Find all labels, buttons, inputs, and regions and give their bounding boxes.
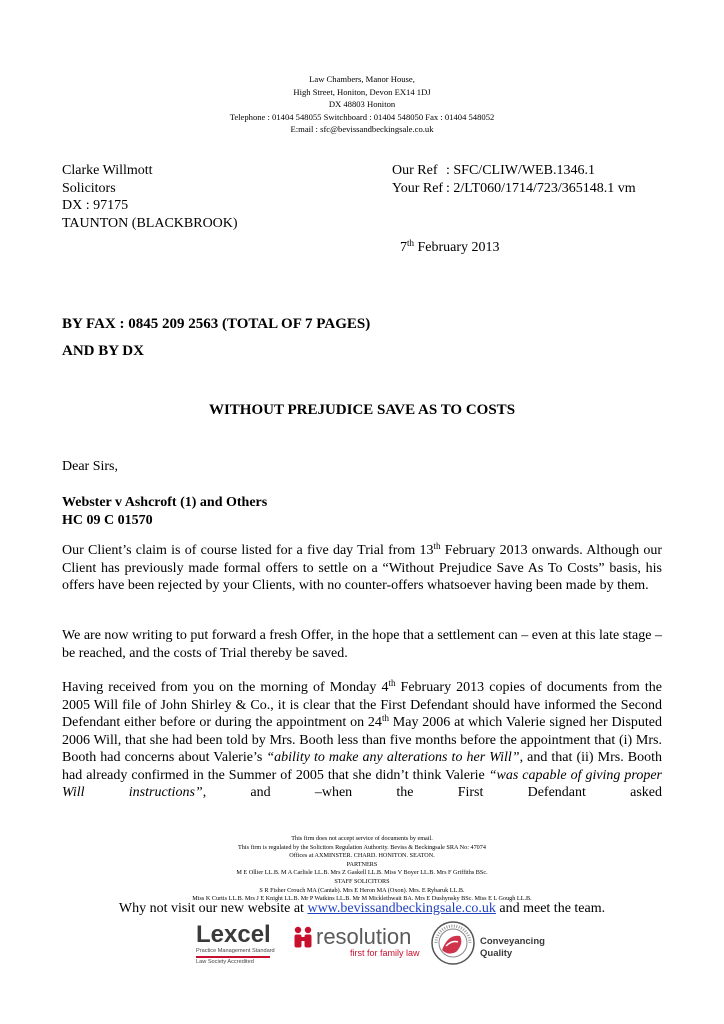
letterhead-line: DX 48803 Honiton [328, 99, 396, 110]
footer-line: Offices at AXMINSTER. CHARD. HONITON. SEATON. [289, 852, 435, 860]
recipient-line: Clarke Willmott [62, 163, 153, 178]
footer-line: M E Ollier LL.B. M A Carlisle LL.B. Mrs Z Gaskell LL.B. Miss V Boyer LL.B. Mrs F Griffiths BSc. [236, 869, 488, 877]
footer-line: PARTNERS [346, 860, 378, 868]
law-society-seal-icon [430, 920, 476, 966]
letterhead-line: High Street, Honiton, Devon EX14 1DJ [293, 86, 431, 97]
letterhead-address [0, 73, 724, 136]
footer-line: S R Fisher Crouch MA (Cantab). Mrs E Heron MA (Oxon). Mrs. E Rybaruk LL.B. [259, 886, 465, 894]
paragraph-1: Our Client’s claim is of course listed for a five day Trial from 13th February 2013 onwards. Although our Client has previously made formal offers to settle on a “Without Prejudice Save As To Costs” basis, his offers have been rejected by your Clients, with no counter-offers whatsoever having been made by them. [62, 541, 662, 593]
your-ref [392, 180, 636, 198]
without-prejudice-heading: WITHOUT PREJUDICE SAVE AS TO COSTS [208, 402, 516, 418]
recipient-line: Solicitors [62, 180, 116, 196]
footer-line: This firm is regulated by the Solicitors Regulation Authority. Beviss & Beckingsale SRA No: 47074 [238, 843, 486, 851]
our-ref-label: Our Ref [392, 163, 438, 178]
letterhead-line: Telephone : 01404 548055 Switchboard : 01404 548050 Fax : 01404 548052 [229, 111, 495, 122]
your-ref-value: : 2/LT060/1714/723/365148.1 vm [446, 180, 636, 196]
letter-date: 7th February 2013 [400, 238, 500, 255]
accreditation-logos: Lexcel Practice Management Standard Law Society Accredited resolution first for family law Conveyancing Quality [0, 920, 724, 970]
letterhead-line: Law Chambers, Manor House, [309, 74, 415, 84]
salutation: Dear Sirs, [62, 459, 118, 474]
recipient-line: TAUNTON (BLACKBROOK) [62, 215, 238, 231]
recipient-address [62, 162, 238, 232]
recipient-line: DX : 97175 [62, 198, 129, 213]
paragraph-3: Having received from you on the morning of Monday 4th February 2013 copies of documents from the 2005 Will file of John Shirley & Co., it is clear that the First Defendant should have informed the Second Defendant either before or during the appointment on 24th May 2006 at which Valerie signed her Disputed 2006 Will, that she had been told by Mrs. Booth less than five months before the appointment that (i) Mrs. Booth had concerns about Valerie’s “ability to make any alterations to her Will”, and that (ii) Mrs. Booth had already confirmed in the Summer of 2005 that she didn’t think Valerie “was capable of giving proper Will instructions”, and –when the First Defendant asked [62, 678, 662, 800]
case-reference [62, 494, 267, 529]
our-ref [392, 162, 636, 180]
lexcel-logo: Lexcel Practice Management Standard Law Society Accredited [196, 921, 275, 965]
website-link[interactable]: www.bevissandbeckingsale.co.uk [307, 901, 496, 916]
your-ref-label: Your Ref [392, 180, 444, 196]
dx-line: AND BY DX [62, 343, 144, 359]
our-ref-value: : SFC/CLIW/WEB.1346.1 [446, 163, 595, 178]
website-promo: Why not visit our new website at www.bevissandbeckingsale.co.uk and meet the team. [118, 901, 606, 916]
paragraph-2: We are now writing to put forward a fresh Offer, in the hope that a settlement can – even at this late stage – be reached, and the costs of Trial thereby be saved. [62, 628, 662, 661]
reference-block [392, 162, 636, 197]
fax-line: BY FAX : 0845 209 2563 (TOTAL OF 7 PAGES) [62, 316, 371, 332]
footer-line: Miss K Curtis LL.B. Mrs J E Knight LL.B. Mr P Watkins LL.B. Mr M Micklethwait BA. Mrs E Dushynsky BSc. Miss E L Gough LL.B. [192, 895, 532, 903]
case-number: HC 09 C 01570 [62, 512, 153, 528]
letterhead-line: E:mail : sfc@bevissandbeckingsale.co.uk [290, 124, 434, 135]
footer-regulatory [0, 835, 724, 904]
footer-line: This firm does not accept service of documents by email. [291, 835, 433, 842]
footer-line: STAFF SOLICITORS [334, 877, 390, 885]
resolution-people-icon [292, 926, 314, 948]
conveyancing-quality-logo: Conveyancing Quality [430, 920, 550, 970]
case-title: Webster v Ashcroft (1) and Others [62, 495, 268, 510]
